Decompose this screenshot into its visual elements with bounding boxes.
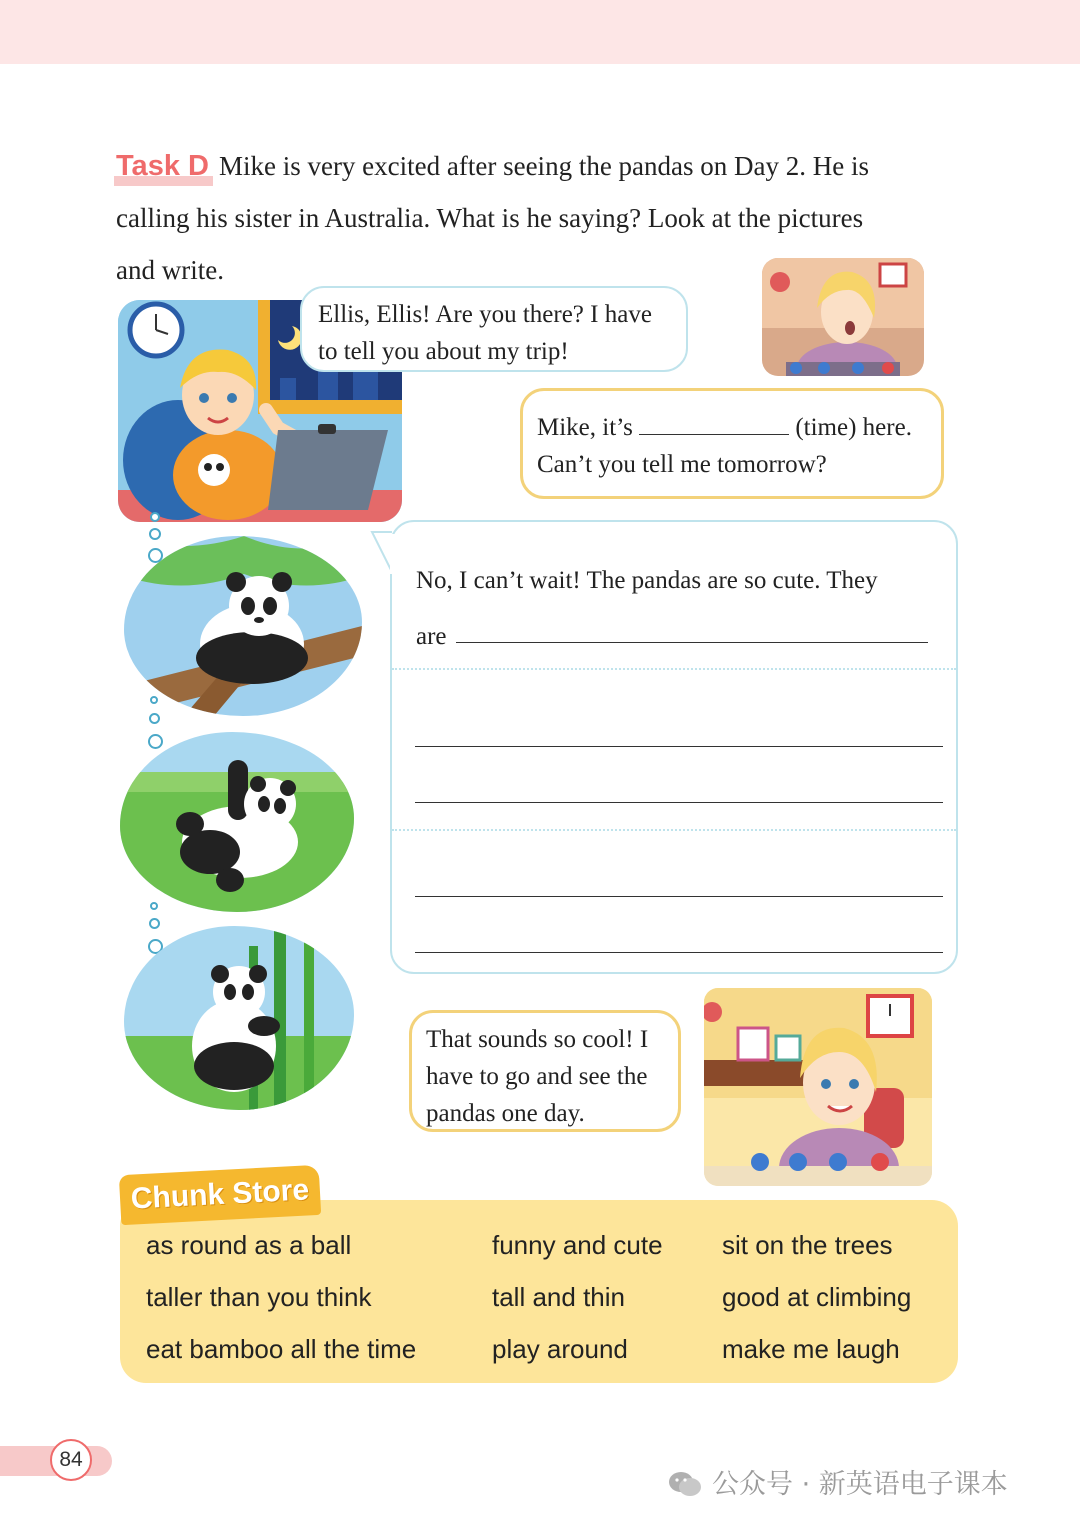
mike-writing-bubble: No, I can’t wait! The pandas are so cute. They are — [390, 520, 958, 974]
chunk-phrase: play around — [492, 1334, 628, 1364]
thought-dot — [149, 713, 160, 724]
ellis-happy-video-illustration — [704, 988, 932, 1186]
writing-line-4[interactable] — [415, 896, 943, 897]
task-label: Task D — [116, 140, 209, 192]
panda-on-tree-illustration — [124, 536, 362, 716]
panda-with-bamboo-illustration — [124, 926, 354, 1110]
chunk-phrase: taller than you think — [146, 1282, 372, 1312]
writing-line-1[interactable] — [456, 642, 928, 643]
writing-line-3[interactable] — [415, 802, 943, 803]
bubble-tail — [368, 528, 398, 574]
page-number: 84 — [50, 1439, 92, 1481]
thought-dot — [149, 918, 160, 929]
ellis-sleepy-video-illustration — [762, 258, 924, 376]
mike-speech-bubble-1: Ellis, Ellis! Are you there? I have to tell you about my trip! — [300, 286, 688, 372]
writing-line-5[interactable] — [415, 952, 943, 953]
section-divider — [392, 829, 956, 831]
thought-dot — [149, 528, 161, 540]
chunk-phrase: make me laugh — [722, 1334, 900, 1364]
chunk-phrase: eat bamboo all the time — [146, 1334, 417, 1364]
task-instruction-line-1: Task D Mike is very excited after seeing the pandas on Day 2. He is — [116, 140, 869, 192]
chunk-phrase: funny and cute — [492, 1230, 663, 1260]
ellis-speech-bubble-2: That sounds so cool! I have to go and see the pandas one day. — [409, 1010, 681, 1132]
time-answer-blank[interactable] — [639, 412, 789, 435]
thought-dot — [150, 512, 160, 522]
section-divider — [392, 668, 956, 670]
chunk-phrase: good at climbing — [722, 1282, 912, 1312]
chunk-store-title: Chunk Store — [119, 1165, 321, 1225]
chunk-phrase: tall and thin — [492, 1282, 625, 1312]
wechat-icon — [668, 1471, 702, 1497]
top-band — [0, 0, 1080, 64]
task-instruction-line-3: and write. — [116, 255, 224, 285]
task-instruction-line-2: calling his sister in Australia. What is he saying? Look at the pictures — [116, 203, 864, 233]
writing-line-2[interactable] — [415, 746, 943, 747]
chunk-phrase: as round as a ball — [146, 1230, 352, 1260]
ellis-speech-bubble-1: Mike, it’s (time) here. Can’t you tell me tomorrow? — [520, 388, 944, 499]
watermark: 公众号 · 新英语电子课本 — [668, 1462, 1008, 1501]
thought-dot — [150, 902, 158, 910]
thought-dot — [150, 696, 158, 704]
chunk-phrase: sit on the trees — [722, 1230, 893, 1260]
thought-dot — [148, 734, 163, 749]
panda-playing-on-grass-illustration — [120, 732, 354, 912]
